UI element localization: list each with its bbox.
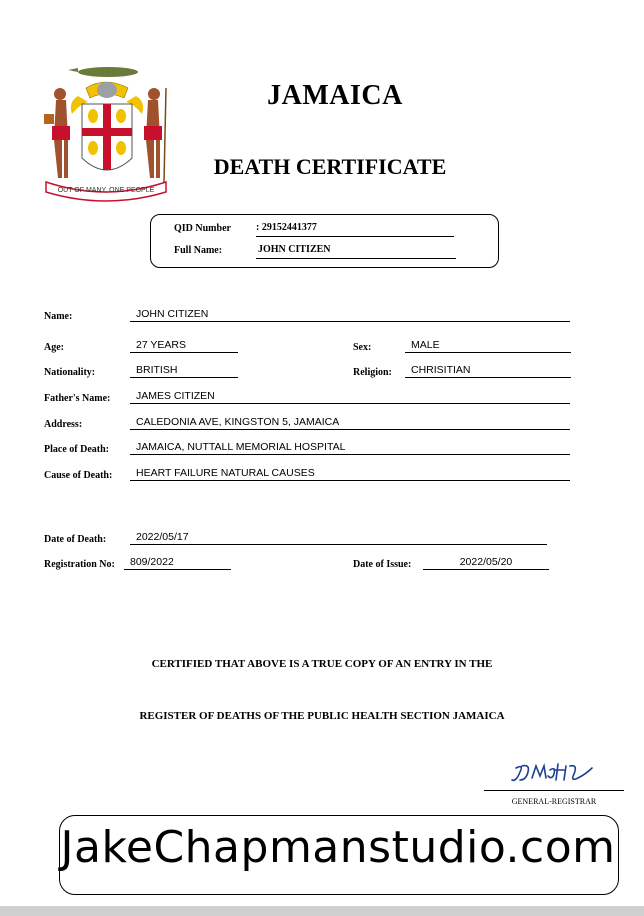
religion-value: CHRISITIAN [405,364,571,378]
place-of-death-label: Place of Death: [44,444,109,455]
nationality-label: Nationality: [44,367,96,378]
age-value: 27 YEARS [130,339,238,353]
certification-line-2: REGISTER OF DEATHS OF THE PUBLIC HEALTH SECTION JAMAICA [139,710,505,722]
registration-number-label: Registration No: [44,559,115,570]
address-value: CALEDONIA AVE, KINGSTON 5, JAMAICA [130,416,570,430]
svg-text:OUT OF MANY, ONE PEOPLE: OUT OF MANY, ONE PEOPLE [57,187,155,194]
address-label: Address: [44,419,83,430]
certification-line-1: CERTIFIED THAT ABOVE IS A TRUE COPY OF AN ENTRY IN THE [151,658,493,670]
sex-value: MALE [405,339,571,353]
coat-of-arms-crest [38,58,174,202]
qid-label: QID Number [174,223,231,234]
full-name-value: JOHN CITIZEN [256,244,456,259]
date-of-death-label: Date of Death: [44,534,107,545]
religion-label: Religion: [353,367,392,378]
father-name-value: JAMES CITIZEN [130,390,570,404]
father-name-label: Father's Name: [44,393,111,404]
date-of-issue-label: Date of Issue: [353,559,412,570]
age-label: Age: [44,342,64,353]
date-of-issue-value: 2022/05/20 [423,556,549,570]
cause-of-death-value: HEART FAILURE NATURAL CAUSES [130,467,570,481]
country-heading: JAMAICA [267,80,403,111]
name-value: JOHN CITIZEN [130,308,570,322]
watermark-text: JakeChapmanstudio.com [60,822,616,873]
bottom-edge-strip [0,906,644,916]
nationality-value: BRITISH [130,364,238,378]
document-title: DEATH CERTIFICATE [213,154,447,179]
full-name-label: Full Name: [174,245,223,256]
registrar-title: GENERAL-REGISTRAR [511,797,597,806]
cause-of-death-label: Cause of Death: [44,470,113,481]
signature-line [484,790,624,791]
place-of-death-value: JAMAICA, NUTTALL MEMORIAL HOSPITAL [130,441,570,455]
date-of-death-value: 2022/05/17 [130,531,547,545]
qid-value: : 29152441377 [256,222,454,237]
name-label: Name: [44,311,73,322]
sex-label: Sex: [353,342,372,353]
registration-number-value: 809/2022 [124,556,231,570]
registrar-signature [508,758,598,788]
